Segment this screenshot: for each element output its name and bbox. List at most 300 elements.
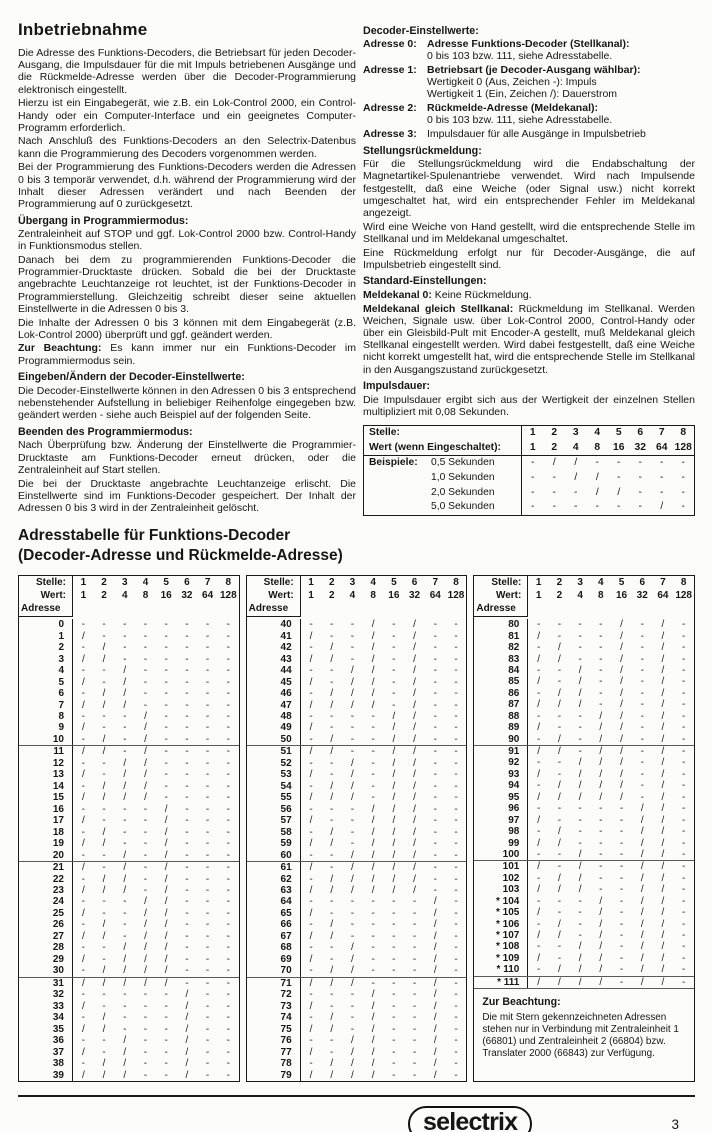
- bit-mark: -: [143, 989, 148, 1001]
- bit-mark: -: [309, 757, 313, 769]
- address-header-stelle-row: [247, 576, 467, 589]
- bit-mark: /: [309, 977, 313, 989]
- bit-mark: -: [102, 989, 106, 1001]
- bit-mark: -: [164, 1069, 168, 1081]
- table-row: [474, 757, 694, 768]
- bit-mark: -: [185, 780, 189, 792]
- bit-mark: /: [81, 769, 85, 781]
- table-row: [19, 642, 239, 653]
- bit-mark: /: [578, 964, 582, 976]
- bit-mark: -: [681, 848, 686, 860]
- impulse-mark-cell: -: [574, 486, 578, 498]
- bit-mark: -: [537, 733, 541, 745]
- impulse-example-seconds: 2,0 Sekunden: [431, 486, 495, 498]
- bit-mark: -: [599, 699, 603, 711]
- impulse-beispiele-label: Beispiele:: [369, 457, 418, 469]
- bit-mark: -: [143, 838, 148, 850]
- bit-mark: /: [123, 780, 127, 792]
- bit-mark: -: [433, 699, 437, 711]
- bit-mark: /: [661, 907, 665, 919]
- bit-mark: -: [143, 642, 148, 654]
- bit-mark: -: [433, 733, 437, 745]
- bit-mark: -: [537, 757, 541, 769]
- bit-mark: -: [185, 722, 189, 734]
- table-row: [247, 862, 467, 873]
- bit-mark: /: [144, 965, 147, 977]
- bit-mark: -: [681, 872, 686, 884]
- table-row: [474, 676, 694, 687]
- table-row: [247, 815, 467, 826]
- address-value: 29: [19, 954, 73, 965]
- bit-mark: -: [226, 942, 230, 954]
- bit-mark: /: [351, 849, 354, 861]
- bit-mark: -: [102, 1000, 106, 1012]
- address-value: 14: [19, 781, 73, 792]
- impulse-mark-cell: -: [681, 457, 685, 469]
- bit-mark: -: [164, 665, 168, 677]
- stelle-label: Stelle:: [474, 576, 528, 589]
- bit-mark: -: [371, 780, 375, 792]
- bit-mark: -: [640, 768, 644, 780]
- bit-mark: -: [81, 688, 86, 700]
- bit-mark: -: [205, 1012, 210, 1024]
- table-row: [247, 781, 467, 792]
- bit-mark: /: [164, 826, 168, 838]
- impulse-mark-cell: -: [531, 486, 535, 498]
- bit-mark: -: [143, 665, 148, 677]
- bit-mark: -: [454, 676, 458, 688]
- stelle-value: 1: [535, 577, 542, 588]
- bit-mark: -: [102, 676, 106, 688]
- impulse-stelle-label: Stelle:: [364, 426, 522, 441]
- bit-mark: -: [309, 896, 313, 908]
- table-row: [247, 1046, 467, 1057]
- bit-mark: /: [661, 895, 665, 907]
- bit-mark: -: [681, 952, 686, 964]
- bit-mark: /: [330, 919, 334, 931]
- bit-mark: /: [330, 746, 334, 758]
- address-table-title-line2: (Decoder-Adresse und Rückmelde-Adresse): [18, 547, 343, 564]
- bit-mark: /: [413, 688, 416, 700]
- bit-mark: -: [619, 848, 624, 860]
- bit-mark: /: [144, 746, 147, 758]
- bit-mark: -: [226, 873, 230, 885]
- impulse-mark-cell: -: [552, 486, 556, 498]
- address-value: * 106: [474, 918, 528, 929]
- bit-mark: -: [433, 642, 437, 654]
- empty-cell: [363, 602, 384, 617]
- bit-mark: -: [578, 653, 582, 665]
- bit-mark: /: [640, 895, 644, 907]
- bit-mark: /: [309, 1023, 313, 1035]
- bit-mark: -: [123, 815, 127, 827]
- bit-mark: /: [392, 862, 396, 874]
- bit-mark: -: [185, 665, 189, 677]
- bit-mark: -: [681, 918, 686, 930]
- bit-mark: /: [413, 722, 416, 734]
- address-value: 45: [247, 676, 301, 687]
- bit-mark: -: [392, 919, 396, 931]
- bit-mark: /: [185, 1069, 189, 1081]
- bit-mark: -: [205, 930, 210, 942]
- stelle-value: 8: [225, 577, 232, 588]
- definition-sub-line: Wertigkeit 0 (Aus, Zeichen -): Impuls: [427, 76, 597, 89]
- empty-cell: [549, 602, 570, 617]
- paragraph-lead: Meldekanal gleich Stellkanal:: [363, 302, 519, 315]
- address-value: 103: [474, 884, 528, 895]
- impulse-mark-cell: -: [681, 472, 685, 484]
- bit-mark: -: [454, 746, 458, 758]
- bit-mark: /: [185, 1035, 189, 1047]
- bit-mark: -: [578, 630, 582, 642]
- stelle-value: 4: [370, 577, 376, 588]
- impulse-stelle-value: 2: [551, 427, 558, 439]
- address-value: 82: [474, 642, 528, 653]
- bit-mark: /: [309, 653, 313, 665]
- paragraph: Danach bei dem zu programmierenden Funktions-Decoder die Programmier-Drucktaste drücken. Sobald die bei der Drucktaste angebrachte Leuchtanzeige rot leuchtet, ist der Funktions-Decoder in Programmierstellung. Gleichzeitig schreibt dieser seine aktuellen Einstellwerte in die Adressen 0 bis 3.: [18, 254, 356, 315]
- bit-mark: /: [413, 630, 416, 642]
- table-row: [19, 1012, 239, 1023]
- bit-mark: /: [330, 1023, 334, 1035]
- bit-mark: /: [599, 964, 603, 976]
- address-rows: [247, 617, 467, 1081]
- bit-mark: -: [205, 688, 210, 700]
- bit-mark: -: [640, 676, 644, 688]
- table-row: [247, 919, 467, 930]
- address-value: 93: [474, 769, 528, 780]
- wert-value: 4: [577, 590, 583, 601]
- definition-item: [363, 64, 695, 101]
- bit-mark: -: [185, 676, 189, 688]
- table-row: [247, 1069, 467, 1080]
- wert-value: 32: [409, 590, 421, 601]
- bit-mark: /: [640, 837, 644, 849]
- impulse-mark-cell: -: [531, 457, 535, 469]
- paragraph: Eine Rückmeldung erfolgt nur für Decoder-Ausgänge, die auf Impulsbetrieb eingestellt sind.: [363, 246, 695, 271]
- bit-mark: -: [599, 642, 603, 654]
- bit-mark: /: [309, 930, 313, 942]
- bit-mark: -: [185, 896, 189, 908]
- table-row: [474, 722, 694, 733]
- bit-mark: -: [681, 791, 686, 803]
- bit-mark: /: [330, 930, 334, 942]
- bit-mark: -: [164, 1000, 168, 1012]
- bit-mark: /: [123, 699, 127, 711]
- bit-mark: /: [144, 930, 147, 942]
- bit-mark: -: [433, 838, 437, 850]
- bit-mark: /: [330, 873, 334, 885]
- bit-mark: /: [144, 733, 147, 745]
- bit-mark: /: [392, 849, 396, 861]
- bit-mark: /: [309, 1046, 313, 1058]
- bit-mark: -: [143, 873, 148, 885]
- bit-mark: -: [123, 619, 127, 631]
- bit-mark: /: [392, 780, 396, 792]
- bit-mark: -: [226, 780, 230, 792]
- bit-mark: -: [226, 953, 230, 965]
- bit-mark: /: [433, 977, 437, 989]
- bit-mark: /: [620, 676, 623, 688]
- bit-mark: -: [599, 803, 603, 815]
- bit-mark: -: [330, 849, 334, 861]
- definition-bold-line: Betriebsart (je Decoder-Ausgang wählbar):: [427, 63, 641, 76]
- empty-cell: [653, 602, 674, 617]
- bit-mark: /: [309, 676, 313, 688]
- bit-mark: -: [205, 722, 210, 734]
- empty-cell: [218, 602, 239, 617]
- bit-mark: -: [454, 965, 458, 977]
- bit-mark: -: [81, 642, 86, 654]
- stelle-value: 6: [411, 577, 418, 588]
- subheading: Stellungsrückmeldung:: [363, 144, 482, 157]
- bit-mark: -: [350, 733, 355, 745]
- empty-cell: [673, 602, 694, 617]
- bit-mark: -: [433, 815, 437, 827]
- bit-mark: /: [309, 1000, 313, 1012]
- address-value: 51: [247, 746, 301, 757]
- table-row: [247, 769, 467, 780]
- bit-mark: -: [578, 814, 582, 826]
- bit-mark: -: [619, 907, 624, 919]
- bit-mark: -: [640, 746, 644, 758]
- bit-mark: /: [433, 989, 437, 1001]
- bit-mark: /: [392, 722, 396, 734]
- empty-cell: [197, 602, 218, 617]
- table-row: [247, 804, 467, 815]
- table-row: [19, 1035, 239, 1046]
- bit-mark: -: [681, 653, 686, 665]
- bit-mark: /: [640, 826, 644, 838]
- definition-sub-line: 0 bis 103 bzw. 111, siehe Adresstabelle.: [427, 114, 613, 127]
- bit-mark: /: [661, 872, 665, 884]
- bit-mark: /: [185, 1046, 189, 1058]
- footer-rule: [18, 1095, 695, 1097]
- address-value: 81: [474, 630, 528, 641]
- bit-mark: /: [537, 952, 541, 964]
- bit-mark: /: [537, 746, 541, 758]
- bit-mark: -: [330, 665, 334, 677]
- bit-mark: /: [371, 699, 375, 711]
- address-value: 69: [247, 954, 301, 965]
- paragraph-lead: Zur Beachtung:: [18, 342, 111, 355]
- address-value: 57: [247, 815, 301, 826]
- impulse-mark-cell: -: [681, 486, 685, 498]
- bit-mark: /: [144, 977, 147, 989]
- bit-mark: -: [330, 989, 334, 1001]
- bit-mark: -: [123, 630, 127, 642]
- bit-mark: -: [123, 653, 127, 665]
- bit-mark: -: [640, 687, 644, 699]
- bit-mark: -: [371, 710, 375, 722]
- table-row: [247, 746, 467, 757]
- bit-mark: -: [205, 942, 210, 954]
- bit-mark: /: [640, 861, 644, 873]
- address-rows: [474, 617, 694, 989]
- bit-mark: /: [413, 838, 416, 850]
- table-row: [474, 688, 694, 699]
- impulse-mark-cell: -: [681, 501, 685, 513]
- wert-value: 2: [328, 590, 335, 601]
- empty-cell: [446, 602, 467, 617]
- bit-mark: -: [226, 885, 230, 897]
- bit-mark: -: [681, 861, 686, 873]
- bit-mark: -: [226, 642, 230, 654]
- definition-body: Impulsdauer für alle Ausgänge in Impulsbetrieb: [427, 127, 646, 140]
- bit-mark: -: [226, 815, 230, 827]
- bit-mark: -: [309, 665, 313, 677]
- bit-mark: -: [226, 1012, 230, 1024]
- bit-mark: -: [123, 746, 127, 758]
- bit-mark: /: [578, 952, 582, 964]
- bit-mark: /: [371, 838, 375, 850]
- table-row: [247, 1035, 467, 1046]
- table-row: [474, 873, 694, 884]
- bit-mark: /: [433, 919, 437, 931]
- bit-mark: /: [640, 848, 644, 860]
- bit-mark: -: [309, 1012, 313, 1024]
- wert-value: 64: [657, 590, 669, 601]
- empty-cell: [425, 602, 446, 617]
- impulse-mark-cell: /: [660, 501, 664, 513]
- bit-mark: -: [164, 1046, 168, 1058]
- impulse-stelle-value: 3: [572, 427, 579, 439]
- bit-mark: /: [413, 653, 416, 665]
- bit-mark: -: [143, 1000, 148, 1012]
- definition-sub-line: Wertigkeit 1 (Ein, Zeichen /): Dauerstrom: [427, 88, 618, 101]
- bit-mark: -: [412, 1035, 417, 1047]
- wert-value: 1: [308, 590, 314, 601]
- bit-mark: -: [309, 919, 313, 931]
- bit-mark: -: [226, 989, 230, 1001]
- table-row: [247, 734, 467, 746]
- address-value: 44: [247, 665, 301, 676]
- bit-mark: /: [371, 815, 375, 827]
- bit-mark: /: [578, 791, 582, 803]
- bit-mark: -: [599, 687, 603, 699]
- paragraph: Wird eine Weiche von Hand gestellt, wird die entsprechende Stelle im Stellkanal und im Meldekanal umgeschaltet.: [363, 220, 695, 245]
- bit-mark: /: [309, 953, 313, 965]
- table-row: [19, 722, 239, 733]
- address-value: 15: [19, 792, 73, 803]
- table-row: [19, 688, 239, 699]
- paragraph: Für die Stellungsrückmeldung wird die Endabschaltung der Magnetartikel-Spulenantriebe verwendet. Wird nach Impulsende festgestellt, daß eine Weiche (oder Signal usw.) nicht korrekt umgeschaltet hat, wird ein entsprechender Fehler im Meldekanal angezeigt.: [363, 158, 695, 219]
- bit-mark: /: [123, 862, 127, 874]
- wert-value: 2: [101, 590, 107, 601]
- bit-mark: -: [350, 838, 355, 850]
- bit-mark: /: [123, 1035, 127, 1047]
- impulse-mark-cell: /: [574, 457, 578, 469]
- address-value: 96: [474, 803, 528, 814]
- bit-mark: -: [433, 849, 437, 861]
- bit-mark: /: [537, 653, 541, 665]
- bit-mark: /: [433, 1023, 437, 1035]
- table-row: [474, 814, 694, 825]
- bit-mark: /: [537, 699, 541, 711]
- bit-mark: -: [205, 1000, 210, 1012]
- bit-mark: /: [102, 919, 106, 931]
- bit-mark: -: [578, 710, 582, 722]
- bit-mark: -: [371, 769, 375, 781]
- bit-mark: /: [330, 653, 334, 665]
- bit-mark: /: [144, 942, 147, 954]
- bit-mark: -: [102, 803, 106, 815]
- bit-mark: -: [454, 653, 458, 665]
- bit-mark: /: [661, 746, 665, 758]
- bit-mark: /: [102, 733, 106, 745]
- impulse-mark-cell: -: [638, 501, 642, 513]
- bit-mark: -: [599, 884, 603, 896]
- bit-mark: -: [205, 1069, 210, 1081]
- bit-mark: /: [661, 976, 665, 988]
- bit-mark: /: [81, 953, 85, 965]
- bit-mark: /: [661, 918, 665, 930]
- bit-mark: /: [309, 630, 313, 642]
- bit-mark: -: [226, 1023, 230, 1035]
- bit-mark: -: [226, 746, 230, 758]
- bit-mark: /: [351, 862, 354, 874]
- bit-mark: -: [205, 642, 210, 654]
- bit-mark: /: [640, 814, 644, 826]
- bit-mark: /: [81, 746, 85, 758]
- bit-mark: /: [123, 792, 127, 804]
- bit-mark: -: [557, 848, 562, 860]
- bit-mark: -: [681, 895, 686, 907]
- bit-mark: /: [413, 642, 416, 654]
- bit-mark: /: [351, 1069, 354, 1081]
- bit-mark: /: [164, 885, 168, 897]
- bit-mark: -: [454, 757, 458, 769]
- bit-mark: /: [144, 896, 147, 908]
- bit-mark: -: [185, 688, 189, 700]
- impulse-mark-cell: /: [617, 486, 621, 498]
- bit-mark: -: [454, 849, 458, 861]
- bit-mark: -: [350, 722, 355, 734]
- bit-mark: -: [392, 665, 396, 677]
- bit-mark: /: [144, 722, 147, 734]
- bit-mark: /: [81, 722, 85, 734]
- table-row: [474, 642, 694, 653]
- bit-mark: -: [454, 1058, 458, 1070]
- bit-mark: -: [226, 826, 230, 838]
- bit-mark: /: [392, 815, 396, 827]
- bit-mark: -: [205, 699, 210, 711]
- address-value: 4: [19, 665, 73, 676]
- bit-mark: /: [164, 919, 168, 931]
- bit-mark: /: [413, 803, 416, 815]
- bit-mark: -: [350, 1012, 355, 1024]
- bit-mark: -: [392, 1046, 396, 1058]
- address-value: 97: [474, 814, 528, 825]
- table-row: [19, 792, 239, 803]
- bit-mark: -: [350, 815, 355, 827]
- bit-mark: -: [123, 1012, 127, 1024]
- bit-mark: -: [454, 838, 458, 850]
- stelle-value: 1: [308, 577, 314, 588]
- address-value: 83: [474, 653, 528, 664]
- table-row: [19, 769, 239, 780]
- bit-mark: -: [681, 699, 686, 711]
- bit-mark: -: [205, 826, 210, 838]
- bit-mark: -: [371, 907, 375, 919]
- bit-mark: -: [226, 676, 230, 688]
- selectrix-logo: [408, 1106, 532, 1132]
- definition-term: Adresse 1:: [363, 63, 417, 76]
- address-value: 52: [247, 758, 301, 769]
- bit-mark: /: [661, 710, 665, 722]
- bit-mark: /: [578, 676, 582, 688]
- bit-mark: /: [102, 780, 106, 792]
- table-row: [19, 826, 239, 837]
